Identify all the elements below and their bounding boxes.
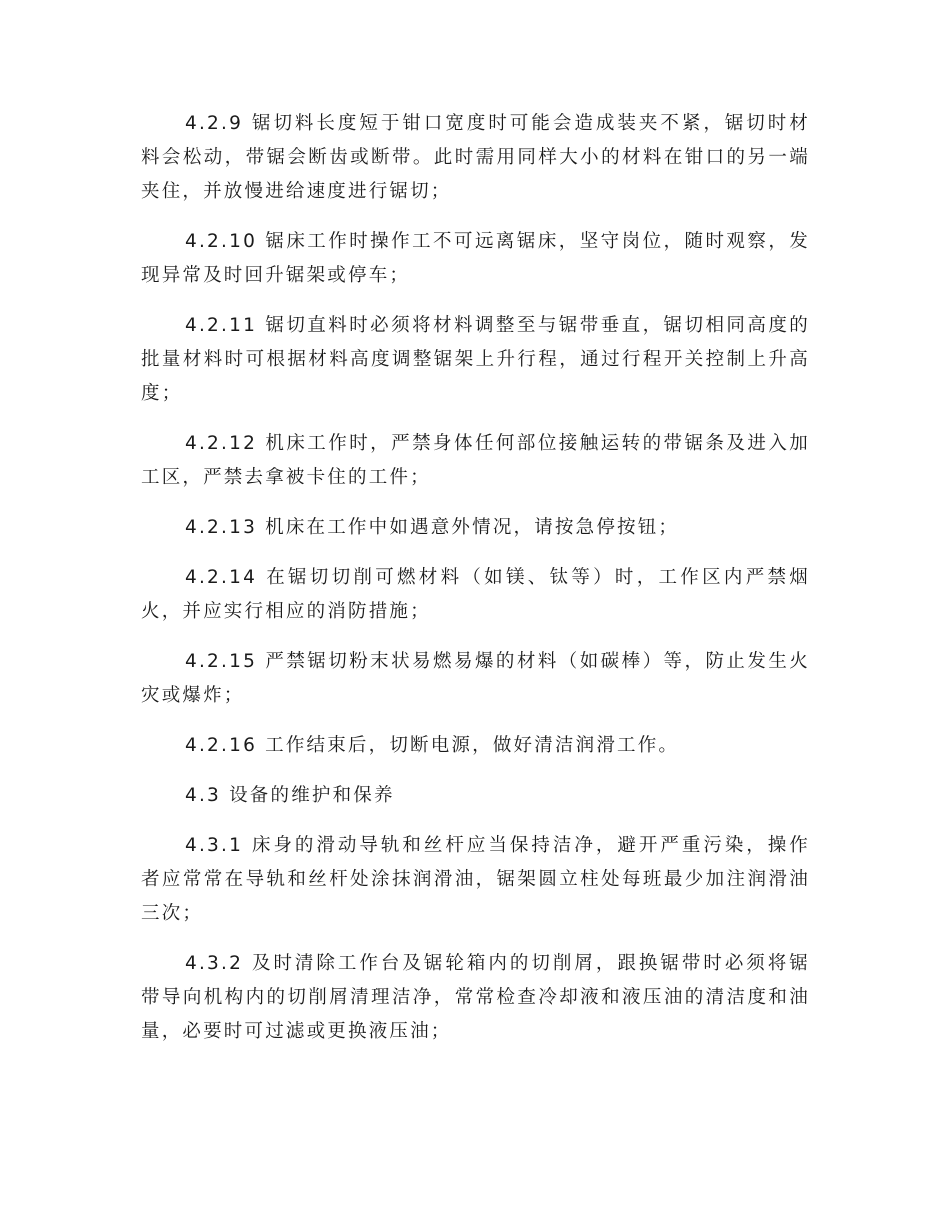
paragraph-4-2-9: 4.2.9 锯切料长度短于钳口宽度时可能会造成装夹不紧，锯切时材料会松动，带锯会断齿或断带。此时需用同样大小的材料在钳口的另一端夹住，并放慢进给速度进行锯切；: [141, 113, 810, 202]
paragraph-4-3-2: 4.3.2 及时清除工作台及锯轮箱内的切削屑，跟换锯带时必须将锯带导向机构内的切削屑清理洁净，常常检查冷却液和液压油的清洁度和油量，必要时可过滤或更换液压油；: [141, 953, 810, 1042]
paragraph-4-3-1: 4.3.1 床身的滑动导轨和丝杆应当保持洁净，避开严重污染，操作者应常常在导轨和丝杆处涂抹润滑油，锯架圆立柱处每班最少加注润滑油三次；: [141, 835, 810, 924]
paragraph-4-2-16: 4.2.16 工作结束后，切断电源，做好清洁润滑工作。: [185, 735, 680, 756]
paragraph-4-2-10: 4.2.10 锯床工作时操作工不可远离锯床，坚守岗位，随时观察，发现异常及时回升锯架或停车；: [141, 231, 810, 286]
paragraph-4-2-11: 4.2.11 锯切直料时必须将材料调整至与锯带垂直，锯切相同高度的批量材料时可根据材料高度调整锯架上升行程，通过行程开关控制上升高度；: [141, 315, 810, 404]
section-heading-4-3: 4.3 设备的维护和保养: [185, 785, 395, 806]
paragraph-4-2-13: 4.2.13 机床在工作中如遇意外情况，请按急停按钮；: [185, 517, 680, 538]
paragraph-4-2-14: 4.2.14 在锯切切削可燃材料（如镁、钛等）时，工作区内严禁烟火，并应实行相应的消防措施；: [141, 567, 810, 622]
paragraph-4-2-15: 4.2.15 严禁锯切粉末状易燃易爆的材料（如碳棒）等，防止发生火灾或爆炸；: [141, 651, 810, 706]
paragraph-4-2-12: 4.2.12 机床工作时，严禁身体任何部位接触运转的带锯条及进入加工区，严禁去拿被卡住的工件；: [141, 433, 810, 488]
